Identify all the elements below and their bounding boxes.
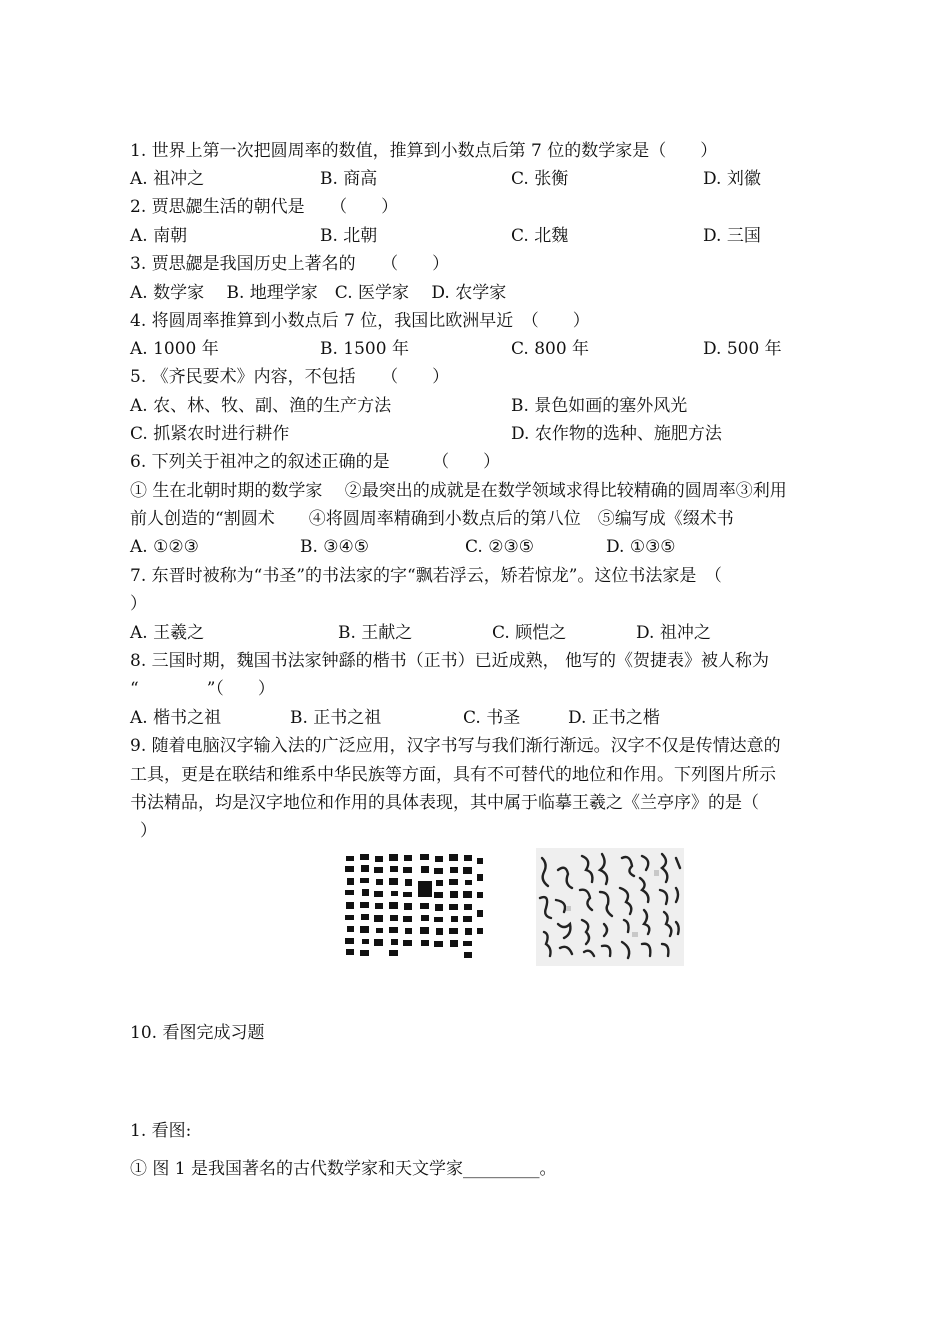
q5-option-b: B. 景色如画的塞外风光: [511, 396, 688, 416]
q4-option-d: D. 500 年: [703, 339, 782, 359]
q2-stem: 2. 贾思勰生活的朝代是 （ ）: [130, 197, 399, 217]
q1-option-c: C. 张衡: [511, 169, 569, 189]
q6-option-b: B. ③④⑤: [300, 537, 370, 557]
q8-option-d: D. 正书之楷: [568, 708, 660, 728]
q4-stem: 4. 将圆周率推算到小数点后 7 位，我国比欧洲早近 （ ）: [130, 311, 590, 331]
q2-option-d: D. 三国: [703, 226, 761, 246]
q7-stem-cont: ）: [130, 594, 147, 614]
q8-option-c: C. 书圣: [463, 708, 521, 728]
q7-option-b: B. 王献之: [338, 623, 413, 643]
calligraphy-strokes-1: [340, 848, 484, 962]
q8-option-b: B. 正书之祖: [290, 708, 382, 728]
sub1-title: 1. 看图:: [130, 1121, 192, 1141]
q9-stem-line3: 书法精品，均是汉字地位和作用的具体表现，其中属于临摹王羲之《兰亭序》的是（: [130, 793, 759, 813]
q8-stem: 8. 三国时期，魏国书法家钟繇的楷书（正书）已近成熟， 他写的《贺捷表》被人称为: [130, 651, 770, 671]
q6-stem: 6. 下列关于祖冲之的叙述正确的是 （ ）: [130, 452, 501, 472]
q1-option-a: A. 祖冲之: [130, 169, 205, 189]
q1-option-d: D. 刘徽: [703, 169, 761, 189]
q5-option-d: D. 农作物的选种、施肥方法: [511, 424, 722, 444]
sub1-fill-in-line: ① 图 1 是我国著名的古代数学家和天文学家_________。: [130, 1159, 557, 1179]
q1-option-b: B. 商高: [320, 169, 378, 189]
q9-stem-line1: 9. 随着电脑汉字输入法的广泛应用，汉字书写与我们渐行渐远。汉字不仅是传情达意的: [130, 736, 781, 756]
q9-stem-line4: ）: [140, 821, 157, 841]
q4-option-c: C. 800 年: [511, 339, 590, 359]
q4-option-b: B. 1500 年: [320, 339, 409, 359]
calligraphy-image-2: [536, 848, 684, 966]
q5-stem: 5. 《齐民要术》内容，不包括 （ ）: [130, 367, 450, 387]
q7-stem: 7. 东晋时被称为“书圣”的书法家的字“飘若浮云，矫若惊龙”。这位书法家是 （: [130, 566, 722, 586]
q4-option-a: A. 1000 年: [130, 339, 219, 359]
q7-option-a: A. 王羲之: [130, 623, 205, 643]
q1-stem: 1. 世界上第一次把圆周率的数值，推算到小数点后第 7 位的数学家是（ ）: [130, 141, 718, 161]
q8-stem-cont: “ ”（ ）: [130, 679, 275, 699]
calligraphy-strokes-2: [536, 848, 684, 966]
q7-option-c: C. 顾恺之: [492, 623, 567, 643]
q6-option-c: C. ②③⑤: [465, 537, 534, 557]
q2-option-b: B. 北朝: [320, 226, 378, 246]
q6-statements-line2: 前人创造的“割圆术 ④将圆周率精确到小数点后的第八位 ⑤编写成《缀术书: [130, 509, 734, 529]
q6-option-d: D. ①③⑤: [606, 537, 676, 557]
q6-statements-line1: ① 生在北朝时期的数学家 ②最突出的成就是在数学领域求得比较精确的圆周率③利用: [130, 481, 787, 501]
q5-option-c: C. 抓紧农时进行耕作: [130, 424, 290, 444]
q10-title: 10. 看图完成习题: [130, 1023, 265, 1043]
calligraphy-image-1: [340, 848, 484, 962]
q3-options: A. 数学家 B. 地理学家 C. 医学家 D. 农学家: [130, 283, 507, 303]
q2-option-c: C. 北魏: [511, 226, 569, 246]
q7-option-d: D. 祖冲之: [636, 623, 711, 643]
q6-option-a: A. ①②③: [130, 537, 199, 557]
q9-stem-line2: 工具，更是在联结和维系中华民族等方面，具有不可替代的地位和作用。下列图片所示: [130, 765, 776, 785]
q2-option-a: A. 南朝: [130, 226, 188, 246]
q5-option-a: A. 农、林、牧、副、渔的生产方法: [130, 396, 392, 416]
q8-option-a: A. 楷书之祖: [130, 708, 222, 728]
q3-stem: 3. 贾思勰是我国历史上著名的 （ ）: [130, 254, 450, 274]
